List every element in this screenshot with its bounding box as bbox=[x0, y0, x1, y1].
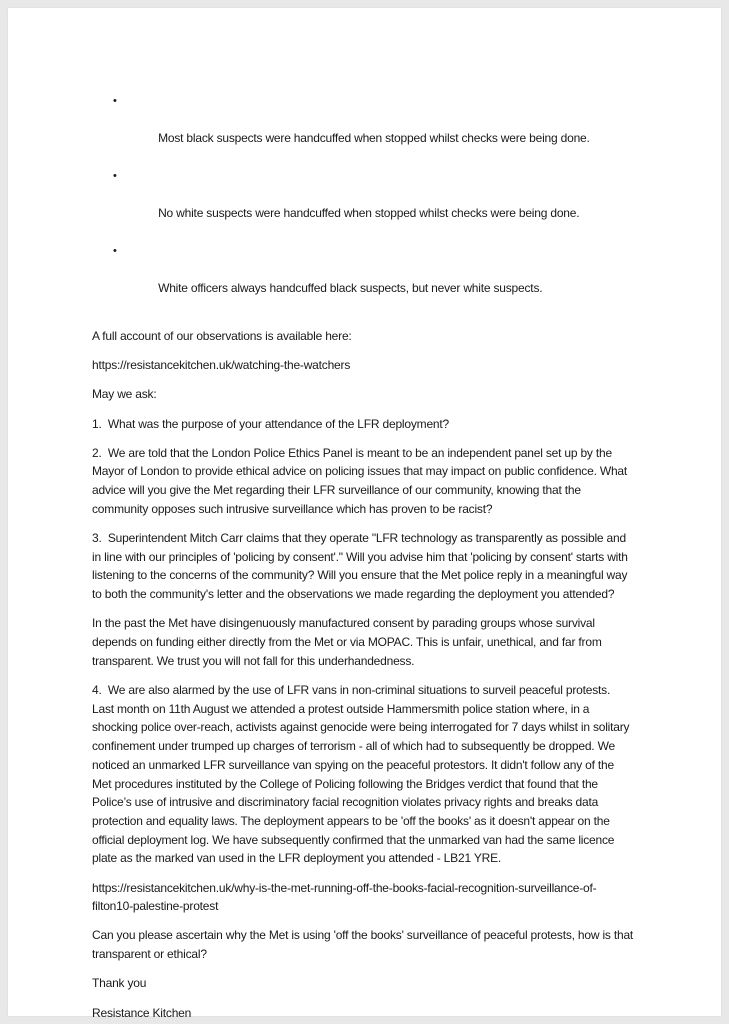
paragraph-question-3: 3. Superintendent Mitch Carr claims that they operate "LFR technology as transparently as possible and in line with our principles of 'policing by consent'." Will you advise him that 'policing by consent' starts with listening to the concerns of the community? Will you ensure that the Met police reply in a meaningful way to both the community's letter and the observations we made regarding the deployment you attended? bbox=[92, 531, 631, 602]
bullet-text: White officers always handcuffed black suspects, but never white suspects. bbox=[158, 281, 543, 296]
document-content bbox=[92, 92, 635, 1022]
url-text-filton10-protest: https://resistancekitchen.uk/why-is-the-met-running-off-the-books-facial-recognition-surveillance-of-filton10-palestine-protest bbox=[92, 880, 597, 914]
paragraph-thank-you: Thank you bbox=[92, 976, 147, 991]
paragraph-question-4: 4. We are also alarmed by the use of LFR vans in non-criminal situations to surveil peaceful protests. Last month on 11th August we attended a protest outside Hammersmith police station where, in a shocking police over-reach, activists against genocide were being interrogated for 7 days whilst in solitary confinement under trumped up charges of terrorism - all of which had to subsequently be dropped. We noticed an unmarked LFR surveillance van spying on the peaceful protestors. It didn't follow any of the Met procedures instituted by the College of Policing following the Bridges verdict that found that the Police’s use of intrusive and discriminatory facial recognition violates privacy rights and breaks data protection and equality laws. The deployment appears to be 'off the books' as it doesn't appear on the official deployment log. We have subsequently confirmed that the unmarked van had the same licence plate as the marked van used in the LFR deployment you attended - LB21 YRE. bbox=[92, 682, 633, 866]
paragraph-question-2: 2. We are told that the London Police Ethics Panel is meant to be an independent panel set up by the Mayor of London to provide ethical advice on policing issues that may impact on public confidence. What advice will you give the Met regarding their LFR surveillance of our community, knowing that the community opposes such intrusive surveillance which has proven to be racist? bbox=[92, 445, 631, 516]
bullet-icon: • bbox=[113, 95, 117, 107]
bullet-text: Most black suspects were handcuffed when stopped whilst checks were being done. bbox=[158, 131, 590, 146]
paragraph-ascertain-question: Can you please ascertain why the Met is using 'off the books' surveillance of peaceful protests, how is that transparent or ethical? bbox=[92, 928, 637, 962]
paragraph-manufactured-consent: In the past the Met have disingenuously manufactured consent by parading groups whose survival depends on funding either directly from the Met or via MOPAC. This is unfair, unethical, and far from transparent. We trust you will not fall for this underhandedness. bbox=[92, 616, 605, 668]
bullet-item bbox=[92, 167, 635, 242]
bullet-icon: • bbox=[113, 244, 117, 257]
url-text-watching-the-watchers: https://resistancekitchen.uk/watching-the-watchers bbox=[92, 358, 351, 373]
bullet-list bbox=[92, 92, 635, 316]
bullet-item bbox=[92, 92, 635, 167]
paragraph-observations-intro: A full account of our observations is available here: bbox=[92, 328, 352, 343]
signature: Resistance Kitchen bbox=[92, 1005, 192, 1020]
paragraph-question-1: 1. What was the purpose of your attendance of the LFR deployment? bbox=[92, 416, 450, 431]
bullet-text: No white suspects were handcuffed when stopped whilst checks were being done. bbox=[158, 206, 580, 221]
document-page bbox=[8, 8, 721, 1020]
paragraph-may-we-ask: May we ask: bbox=[92, 387, 157, 402]
bullet-icon: • bbox=[113, 169, 117, 182]
bullet-item bbox=[92, 242, 635, 317]
